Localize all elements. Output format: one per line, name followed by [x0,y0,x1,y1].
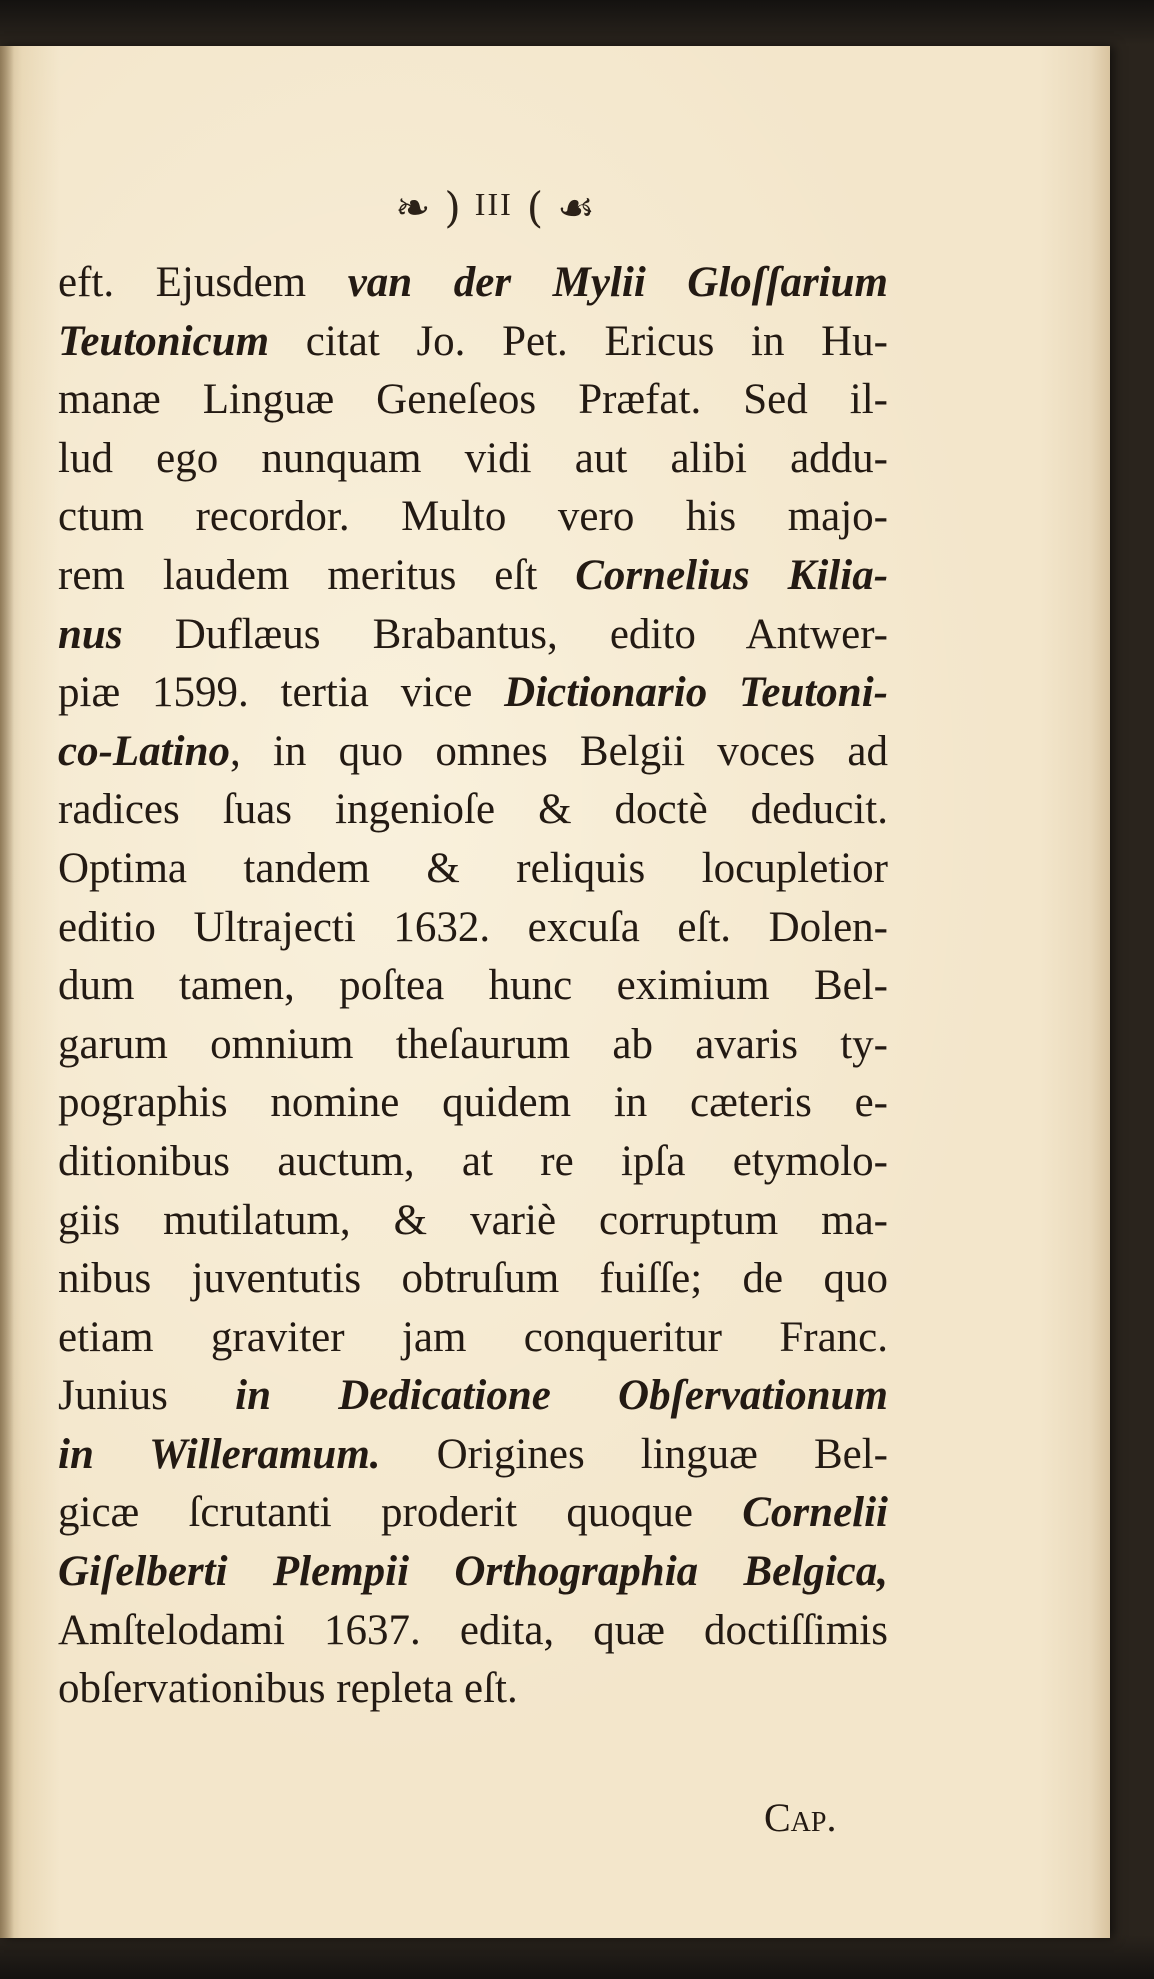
text-line [58,1250,888,1309]
roman-text: Duflæus Brabantus, edito Antwer- [122,610,888,658]
text-line [58,957,888,1016]
text-line [58,1192,888,1251]
fleuron-right-icon: ☙ [557,183,595,232]
roman-text: Amſtelodami 1637. edita, quæ doctiſſimis [58,1606,888,1654]
header-paren-right: ( [526,183,544,232]
text-line [58,254,888,313]
text-line [58,488,888,547]
roman-text: radices ſuas ingenioſe & doctè deducit. [58,786,888,834]
roman-text: rem laudem meritus eſt [58,551,576,599]
roman-text: piæ 1599. tertia vice [58,669,505,717]
italic-text: Dictionario Teutoni- [504,669,888,717]
roman-text: citat Jo. Pet. Ericus in Hu- [269,317,888,365]
text-line [58,840,888,899]
text-line [58,1367,888,1426]
text-line [58,664,888,723]
body-text [58,254,888,1719]
roman-text: nibus juventutis obtruſum fuiſſe; de quo [58,1255,888,1303]
italic-text: nus [58,610,123,658]
fleuron-left-icon: ❧ [395,183,431,232]
text-line [58,547,888,606]
italic-text: Teutonicum [58,317,270,365]
roman-text: gicæ ſcrutanti proderit quoque [58,1489,743,1537]
roman-text: , in quo omnes Belgii voces ad [229,727,888,775]
italic-text: Cornelius Kilia- [575,551,889,599]
italic-text: van der Mylii Gloſſarium [347,259,888,306]
roman-text: ctum recordor. Multo vero his majo- [58,493,888,541]
text-line [58,1660,888,1719]
roman-text: dum tamen, poſtea hunc eximium Bel- [58,962,888,1010]
roman-text: manæ Linguæ Geneſeos Præfat. Sed il- [58,376,888,424]
text-line [58,781,888,840]
text-line [58,1484,888,1543]
text-line [58,723,888,782]
text-line [58,313,888,372]
text-line [58,430,888,489]
text-line [58,371,888,430]
roman-text: Junius [58,1372,236,1420]
header-paren-left: ) [444,183,461,232]
italic-text: in Willeramum. [58,1430,381,1478]
catchword: Cap. [764,1795,837,1840]
text-line [58,1016,888,1075]
text-line [58,1309,888,1368]
roman-text: obſervationibus repleta eſt. [58,1665,518,1713]
roman-text: garum omnium theſaurum ab avaris ty- [58,1020,888,1068]
italic-text: Cornelii [742,1489,888,1537]
roman-text: pographis nomine quidem in cæteris e- [58,1079,888,1127]
roman-text: Origines linguæ Bel- [380,1430,888,1478]
text-line [58,606,888,665]
text-line [58,1074,888,1133]
roman-text: Optima tandem & reliquis locupletior [58,844,888,892]
roman-text: eft. Ejusdem [58,259,348,306]
paper-leaf [0,46,1110,1938]
italic-text: Giſelberti Plempii Orthographia Belgica, [58,1548,888,1596]
italic-text: in Dedicatione Obſervationum [235,1372,888,1420]
roman-text: giis mutilatum, & variè corruptum ma- [58,1196,888,1244]
roman-text: editio Ultrajecti 1632. excuſa eſt. Dolen- [58,903,888,951]
binding-shadow [0,46,14,1938]
italic-text: co-Latino [58,727,230,775]
text-line [58,1133,888,1192]
roman-text: ditionibus auctum, at re ipſa etymolo- [58,1137,888,1185]
roman-text: lud ego nunquam vidi aut alibi addu- [58,434,888,482]
page-number: III [474,185,513,222]
text-line [58,899,888,958]
text-line [58,1426,888,1485]
roman-text: etiam graviter jam conqueritur Franc. [58,1313,888,1361]
text-line [58,1602,888,1661]
running-header [315,178,675,238]
text-line [58,1543,888,1602]
